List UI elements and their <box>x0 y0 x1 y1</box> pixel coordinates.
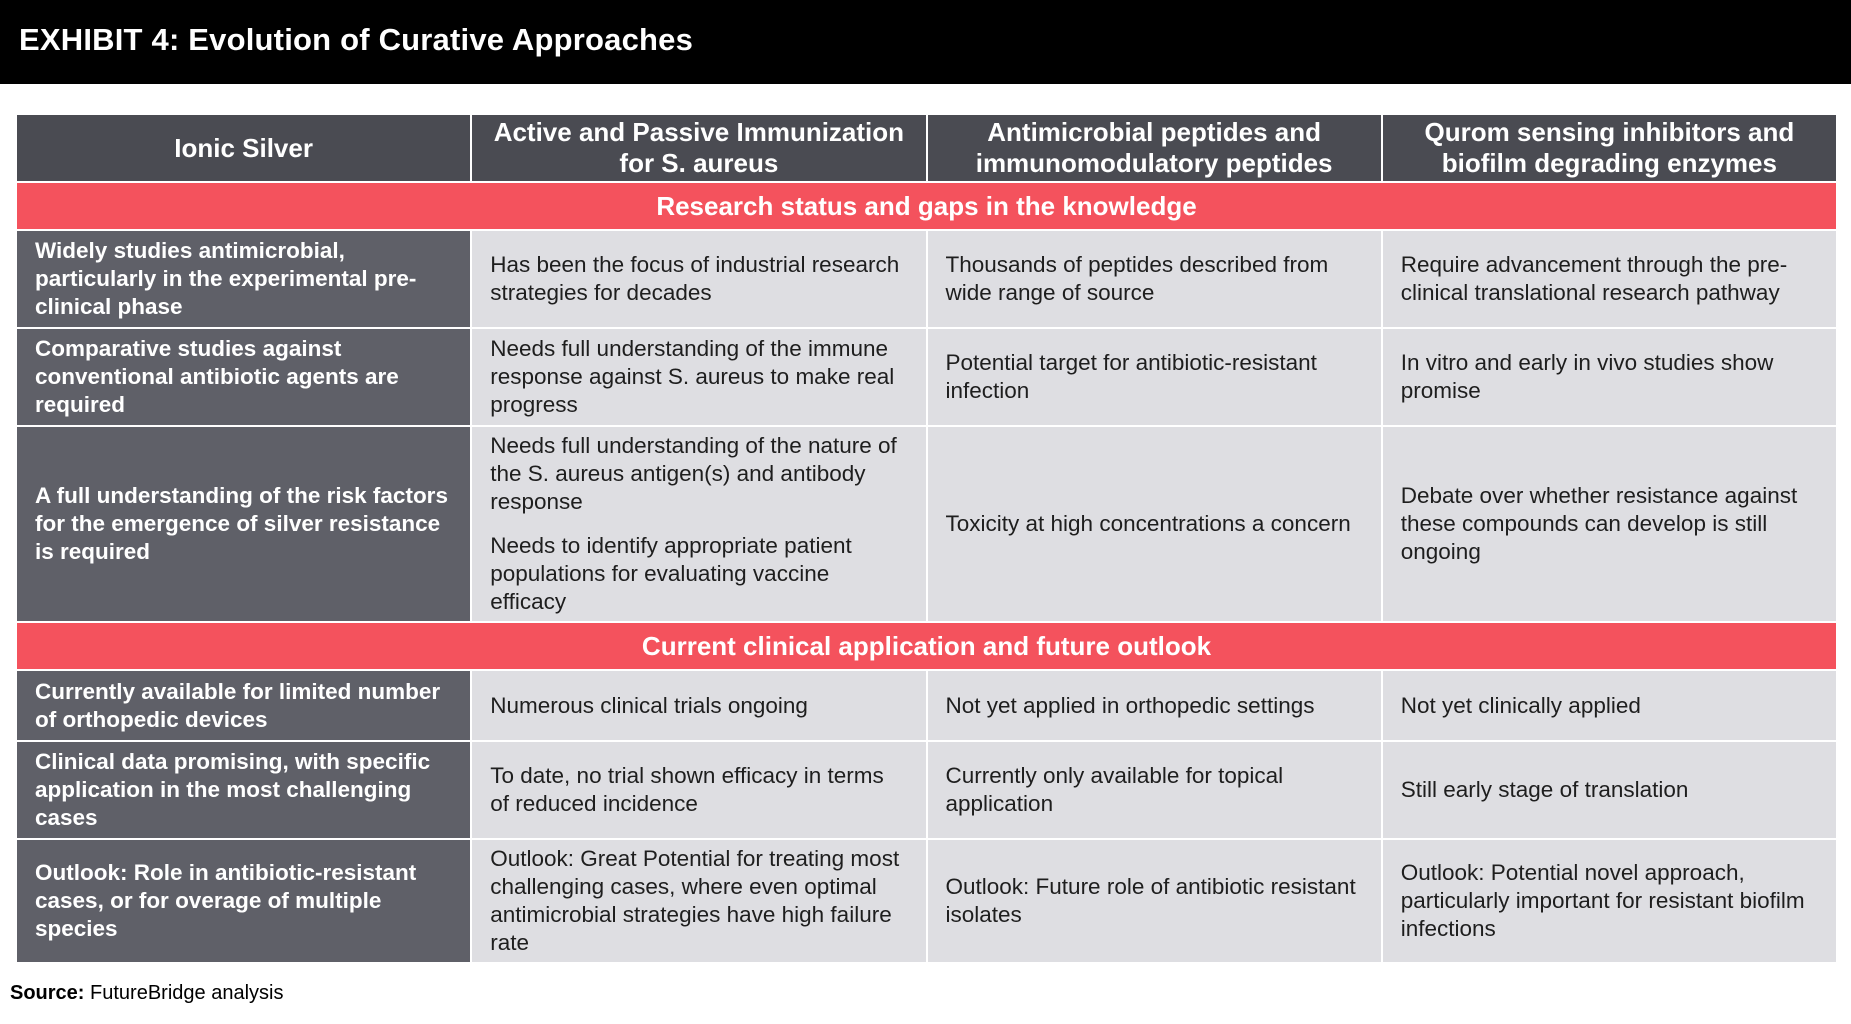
cell-text: Needs full understanding of the immune response against S. aureus to make real progress <box>490 336 895 417</box>
table-cell <box>471 741 926 839</box>
table-cell <box>1382 426 1837 622</box>
cell-text: In vitro and early in vivo studies show promise <box>1400 350 1774 403</box>
table-cell <box>927 741 1382 839</box>
cell-text: To date, no trial shown efficacy in terms of reduced incidence <box>490 763 884 816</box>
table-cell <box>1382 230 1837 328</box>
row-label: Comparative studies against conventional antibiotic agents are required <box>16 328 471 426</box>
section-header-row <box>16 622 1837 670</box>
source-label: Source: <box>10 982 85 1004</box>
cell-text: Numerous clinical trials ongoing <box>490 692 808 718</box>
cell-text: Still early stage of translation <box>1400 777 1689 802</box>
source-text: FutureBridge analysis <box>90 982 284 1004</box>
section-heading: Current clinical application and future outlook <box>16 622 1837 670</box>
table-cell <box>927 839 1382 963</box>
cell-text: Require advancement through the pre-clinical translational research pathway <box>1400 252 1788 305</box>
row-label: Currently available for limited number of orthopedic devices <box>16 670 471 741</box>
row-label: Clinical data promising, with specific application in the most challenging cases <box>16 741 471 839</box>
table-cell <box>471 230 926 328</box>
row-label: Outlook: Role in antibiotic-resistant cases, or for overage of multiple species <box>16 839 471 963</box>
page-title: EXHIBIT 4: Evolution of Curative Approaches <box>19 22 694 57</box>
cell-text: Not yet applied in orthopedic settings <box>945 692 1315 718</box>
exhibit-table <box>15 113 1838 964</box>
cell-text: Outlook: Great Potential for treating most challenging cases, where even optimal antimicrobial strategies have high failure rate <box>490 846 900 955</box>
table-cell <box>927 426 1382 622</box>
table-row <box>16 426 1837 622</box>
cell-text: Needs to identify appropriate patient populations for evaluating vaccine efficacy <box>490 533 852 614</box>
table-cell <box>927 328 1382 426</box>
table-cell <box>1382 670 1837 741</box>
cell-text: Has been the focus of industrial research strategies for decades <box>490 252 900 305</box>
table-cell <box>927 230 1382 328</box>
cell-text: Thousands of peptides described from wide range of source <box>945 252 1329 305</box>
table-cell <box>471 839 926 963</box>
cell-text: Toxicity at high concentrations a concern <box>945 511 1351 536</box>
table-row <box>16 839 1837 963</box>
table-cell <box>471 426 926 622</box>
row-label: Widely studies antimicrobial, particularly in the experimental pre-clinical phase <box>16 230 471 328</box>
column-header: Active and Passive Immunization for S. aureus <box>471 114 926 182</box>
column-header: Antimicrobial peptides and immunomodulatory peptides <box>927 114 1382 182</box>
table-header-row <box>16 114 1837 182</box>
table-cell <box>471 328 926 426</box>
table-cell <box>1382 839 1837 963</box>
section-header-row <box>16 182 1837 230</box>
table-cell <box>1382 741 1837 839</box>
cell-text: Needs full understanding of the nature of the S. aureus antigen(s) and antibody response <box>490 433 897 514</box>
cell-text: Potential target for antibiotic-resistant infection <box>945 350 1317 403</box>
column-header: Qurom sensing inhibitors and biofilm degrading enzymes <box>1382 114 1837 182</box>
source-note <box>10 982 283 1005</box>
cell-text: Outlook: Future role of antibiotic resistant isolates <box>945 874 1356 927</box>
table-cell <box>1382 328 1837 426</box>
title-bar <box>0 0 1851 84</box>
table-row <box>16 328 1837 426</box>
section-heading: Research status and gaps in the knowledge <box>16 182 1837 230</box>
table-row <box>16 670 1837 741</box>
cell-text: Currently only available for topical application <box>945 763 1284 816</box>
table-row <box>16 230 1837 328</box>
cell-text: Debate over whether resistance against these compounds can develop is still ongoing <box>1400 483 1798 564</box>
row-label: A full understanding of the risk factors for the emergence of silver resistance is required <box>16 426 471 622</box>
table-cell <box>471 670 926 741</box>
column-header: Ionic Silver <box>16 114 471 182</box>
cell-text: Not yet clinically applied <box>1400 692 1641 718</box>
table-row <box>16 741 1837 839</box>
cell-text: Outlook: Potential novel approach, particularly important for resistant biofilm infections <box>1400 860 1805 941</box>
table-cell <box>927 670 1382 741</box>
